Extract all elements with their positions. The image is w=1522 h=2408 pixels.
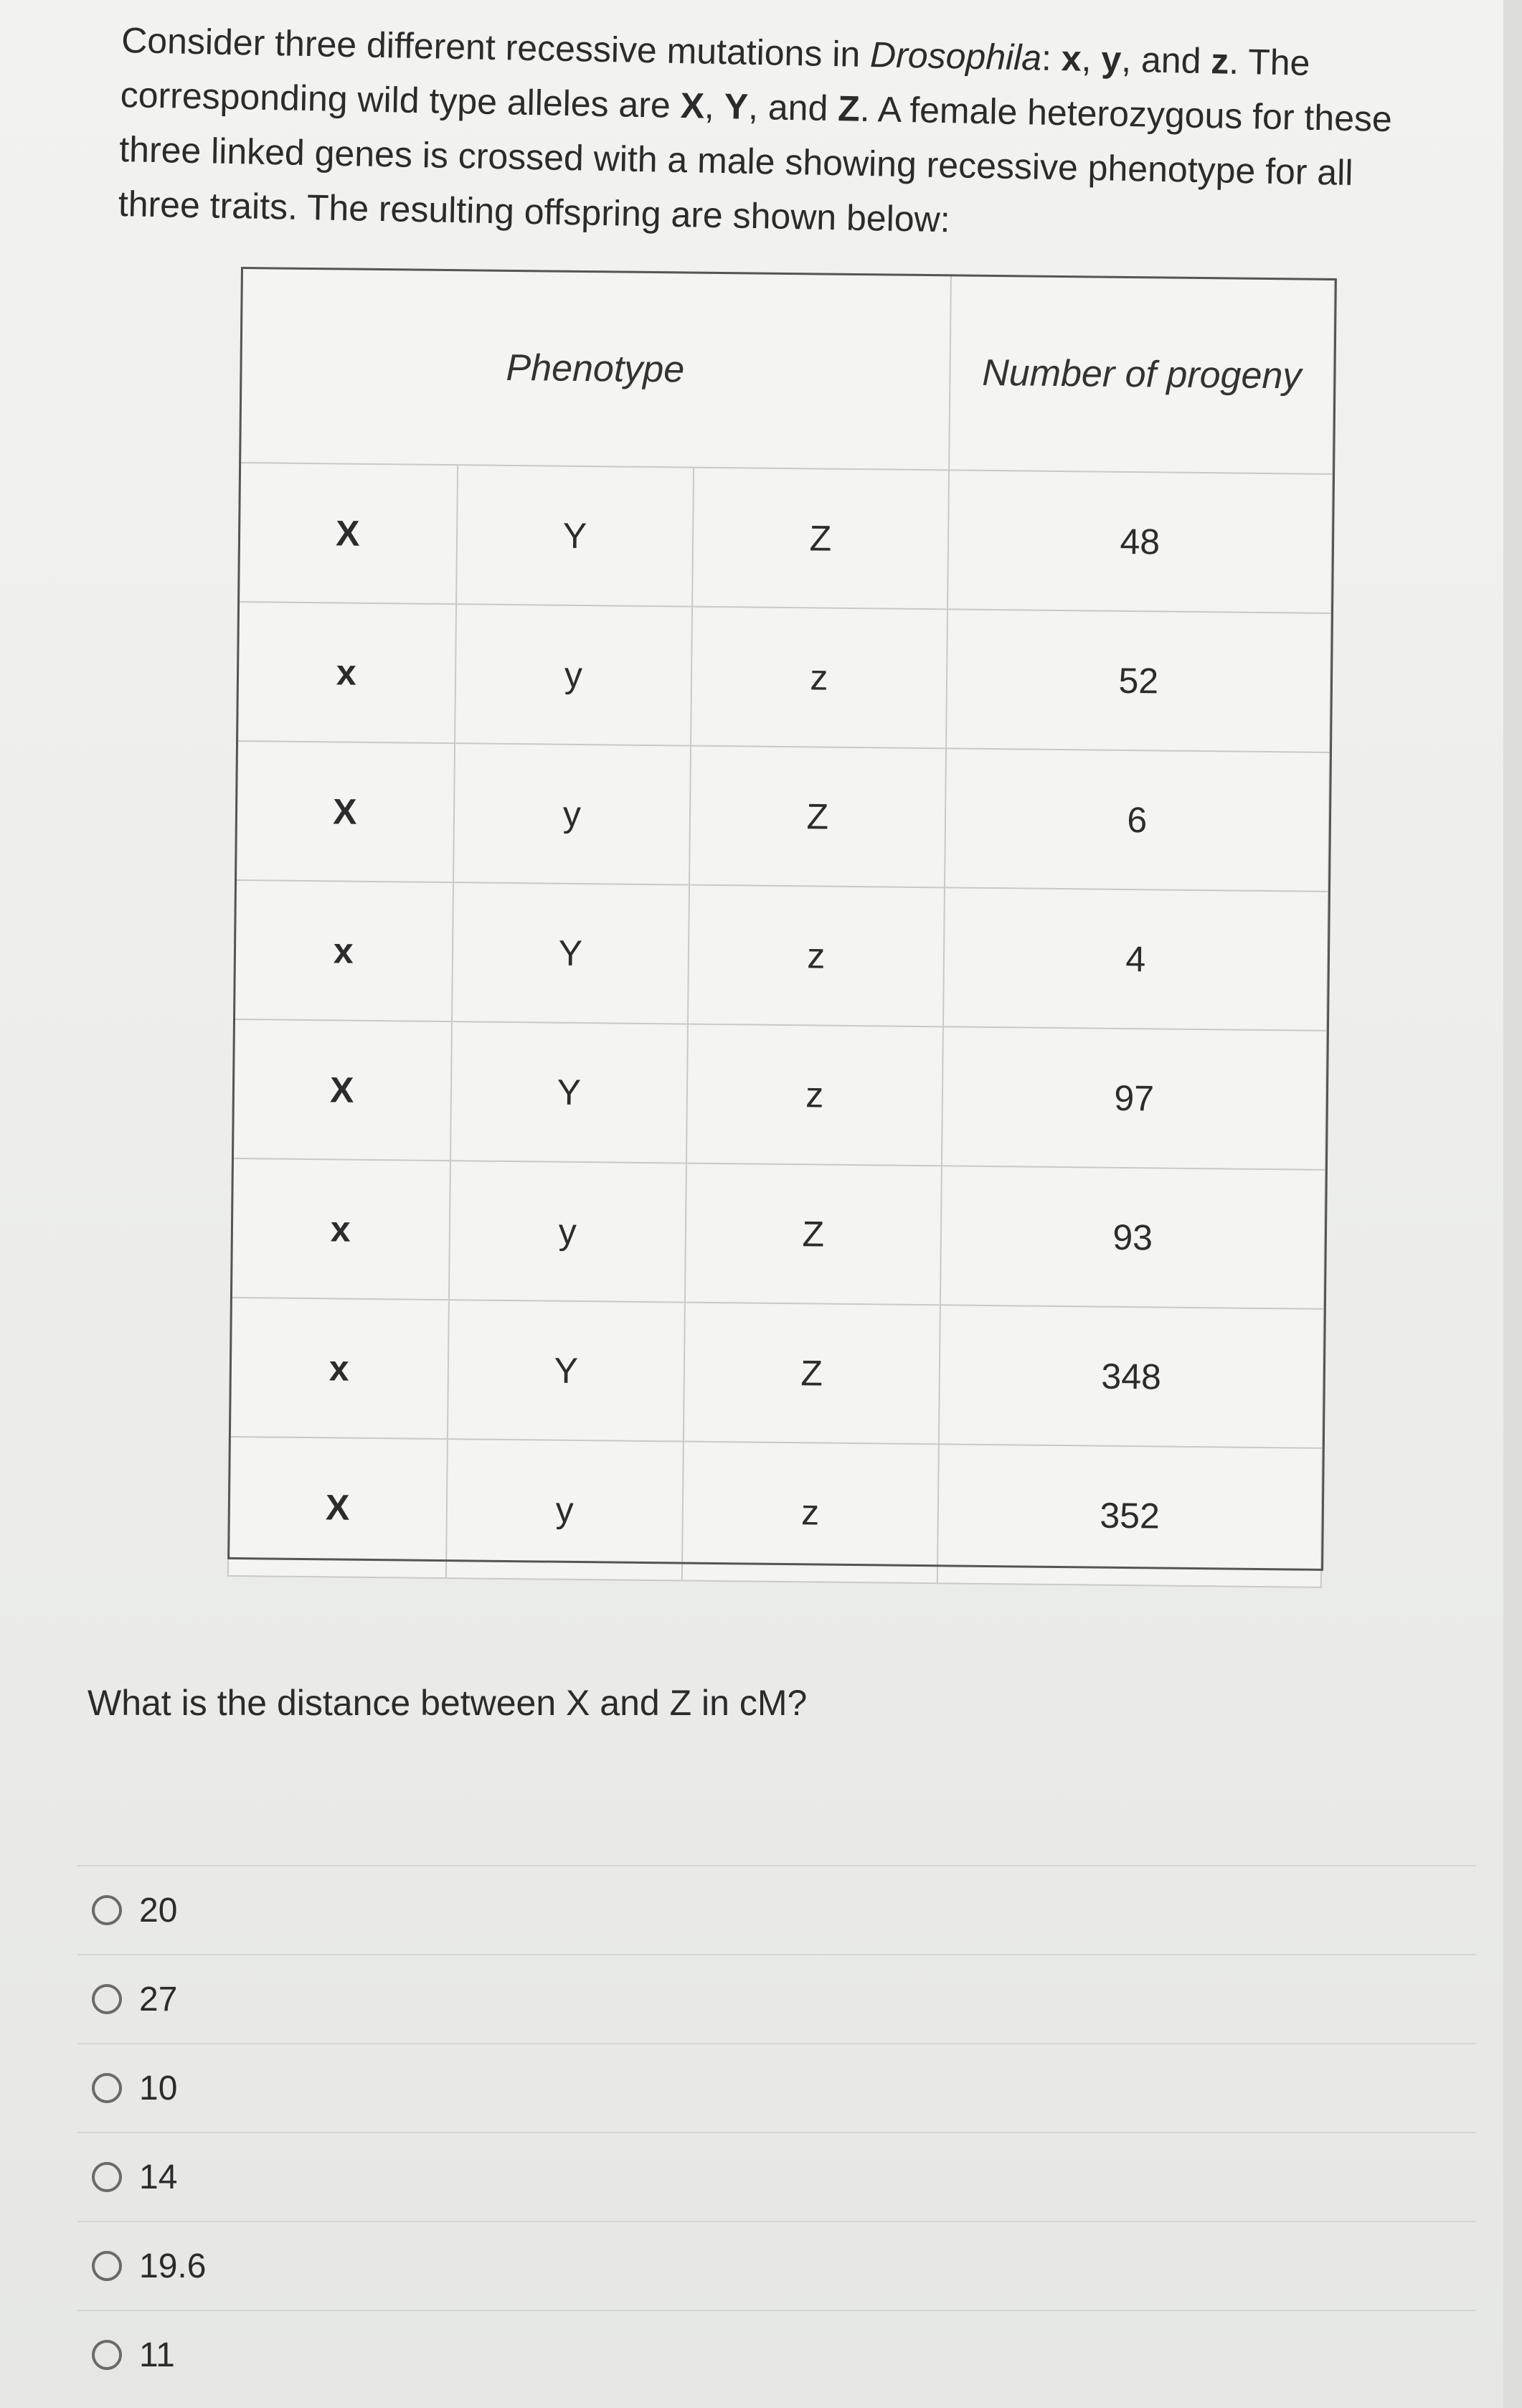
stem-text-2: : (1041, 37, 1062, 79)
radio-button-icon[interactable] (92, 1895, 122, 1925)
table-row (234, 880, 1328, 1031)
header-number-of-progeny: Number of progeny (949, 275, 1335, 474)
mutation-x: x (1061, 38, 1082, 79)
allele-x-cell: X (235, 741, 455, 882)
allele-y-cell: y (453, 743, 691, 884)
answer-option-19-6[interactable] (77, 2221, 1476, 2310)
answer-option-20[interactable] (77, 1865, 1476, 1954)
allele-y-cell: y (449, 1161, 687, 1302)
organism-name: Drosophila (869, 34, 1042, 78)
separator: , and (747, 86, 838, 129)
progeny-table (227, 267, 1336, 1588)
allele-y-cell: Y (456, 465, 694, 606)
allele-z-cell: z (688, 885, 945, 1027)
answer-option-27[interactable] (77, 1954, 1476, 2043)
stem-text-4: . A female heterozygous for these three linked genes is crossed with a male showing recessive phenotype for all three traits. The resulting offspring are shown below: (118, 88, 1393, 240)
table-row (231, 1158, 1325, 1309)
radio-button-icon[interactable] (92, 2340, 122, 2370)
question-prompt: What is the distance between X and Z in cM? (88, 1683, 808, 1723)
table-row (232, 1019, 1327, 1170)
wildtype-z: Z (837, 88, 861, 129)
question-stem (118, 13, 1441, 256)
option-label: 14 (139, 2158, 178, 2196)
allele-x-cell: x (237, 602, 456, 743)
progeny-count-cell: 93 (940, 1166, 1325, 1309)
allele-z-cell: z (682, 1442, 939, 1584)
mutation-y: y (1100, 39, 1122, 80)
header-phenotype: Phenotype (240, 268, 950, 470)
progeny-count-cell: 4 (943, 887, 1328, 1031)
progeny-table-container (227, 267, 1336, 1569)
option-label: 19.6 (139, 2247, 207, 2285)
radio-button-icon[interactable] (92, 2251, 122, 2281)
allele-x-cell: X (238, 463, 458, 604)
radio-button-icon[interactable] (92, 2073, 122, 2103)
progeny-count-cell: 6 (945, 748, 1330, 892)
progeny-count-cell: 352 (937, 1444, 1322, 1587)
progeny-count-cell: 52 (946, 609, 1331, 752)
answer-option-10[interactable] (77, 2043, 1476, 2132)
wildtype-x: X (680, 85, 705, 126)
table-header-row (240, 268, 1335, 474)
mutation-z: z (1210, 41, 1229, 82)
answer-option-11[interactable] (77, 2310, 1476, 2399)
progeny-count-cell: 348 (938, 1305, 1323, 1448)
table-row (228, 1437, 1323, 1587)
option-label: 10 (139, 2069, 178, 2107)
option-label: 11 (139, 2336, 175, 2374)
allele-x-cell: x (230, 1298, 449, 1439)
progeny-count-cell: 97 (942, 1026, 1327, 1170)
allele-x-cell: x (234, 880, 453, 1021)
allele-y-cell: y (455, 604, 693, 745)
allele-y-cell: y (445, 1439, 684, 1580)
allele-z-cell: Z (689, 746, 946, 888)
option-label: 27 (139, 1980, 178, 2019)
answer-option-14[interactable] (77, 2132, 1476, 2221)
radio-button-icon[interactable] (92, 1984, 122, 2014)
stem-text-1: Consider three different recessive mutations in (120, 19, 871, 75)
separator: , (1081, 38, 1102, 80)
wildtype-y: Y (724, 86, 749, 127)
allele-z-cell: z (686, 1024, 943, 1166)
allele-z-cell: z (691, 607, 947, 749)
table-row (237, 602, 1331, 752)
radio-button-icon[interactable] (92, 2162, 122, 2192)
allele-x-cell: X (232, 1019, 452, 1161)
table-row (235, 741, 1330, 892)
screen-edge (1503, 0, 1522, 2408)
separator: , (704, 85, 725, 127)
allele-x-cell: X (228, 1437, 448, 1578)
table-row (238, 463, 1333, 613)
stem-text-3: . The corresponding wild type alleles are (120, 41, 1310, 126)
table-row (230, 1298, 1324, 1448)
allele-x-cell: x (231, 1158, 450, 1300)
answer-options (77, 1865, 1476, 2399)
allele-z-cell: Z (692, 468, 949, 610)
allele-y-cell: Y (450, 1021, 689, 1163)
separator: , and (1120, 39, 1211, 82)
option-label: 20 (139, 1891, 178, 1930)
allele-y-cell: Y (447, 1300, 685, 1441)
allele-y-cell: Y (452, 882, 690, 1024)
allele-z-cell: Z (685, 1163, 942, 1305)
progeny-count-cell: 48 (947, 470, 1333, 613)
allele-z-cell: Z (684, 1303, 940, 1445)
